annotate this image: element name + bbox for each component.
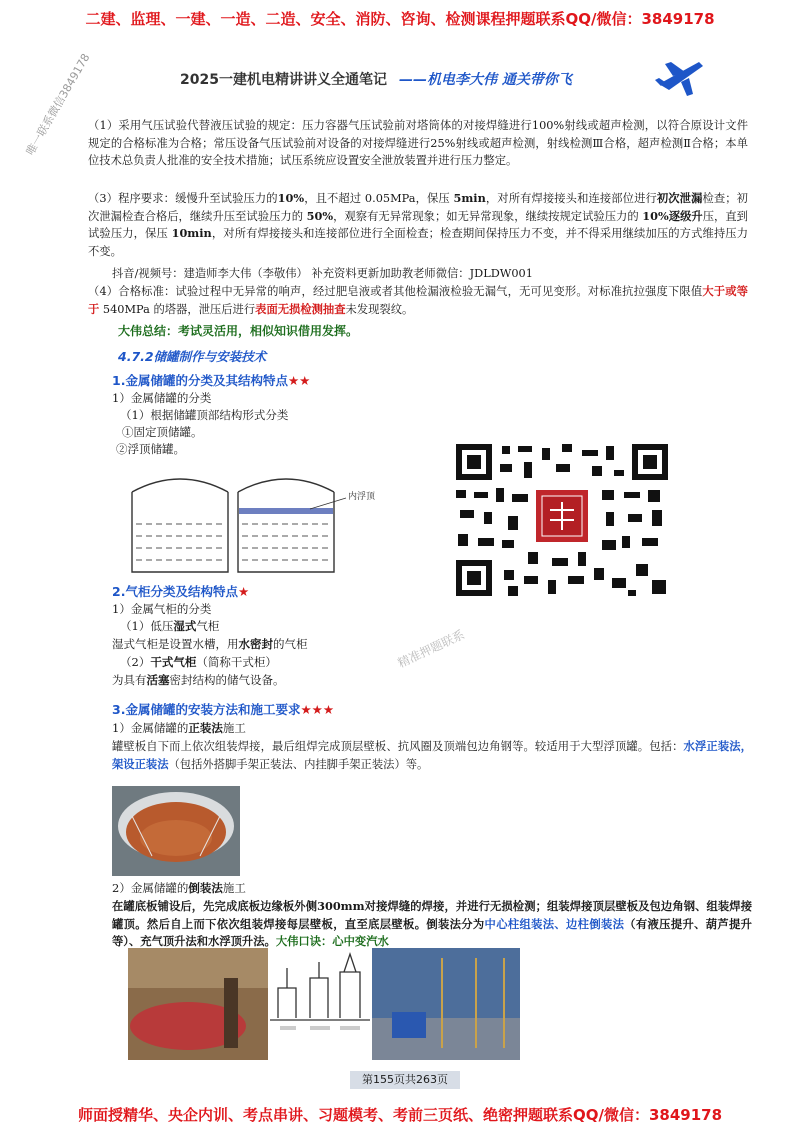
airplane-icon	[655, 54, 705, 98]
page-indicator: 第155页共263页	[350, 1071, 460, 1089]
page-header	[180, 64, 640, 94]
summary-line: 大伟总结：考试灵活用，相似知识借用发挥。	[118, 324, 359, 338]
method-diagram	[270, 948, 370, 1060]
fixed-roof-tank	[132, 479, 228, 572]
section-2-line-2: （1）低压湿式气柜	[120, 619, 220, 633]
paragraph-4: （4）合格标准：试验过程中无异常的响声，经过肥皂液或者其他检漏液检验无漏气，无可见变形。对标准抗拉强度下限值大于或等于 540MPa 的塔器，泄压后进行表面无损检测抽查未发现裂纹。	[88, 284, 748, 316]
subsection-title: 4.7.2储罐制作与安装技术	[118, 349, 267, 364]
section-2-line-4: （2）干式气柜（简称干式柜）	[120, 655, 277, 669]
section-1-line-3: ①固定顶储罐。	[122, 425, 203, 439]
tank-diagram	[120, 468, 400, 578]
tank-interior-photo	[112, 786, 240, 876]
section-1-line-1: 1）金属储罐的分类	[112, 391, 212, 405]
header-slogan: ——机电李大伟 通关带你飞	[398, 72, 572, 88]
top-banner: 二建、监理、一建、一造、二造、安全、消防、咨询、检测课程押题联系QQ/微信：3849178	[85, 10, 715, 28]
paragraph-1: （1）采用气压试验代替液压试验的规定：压力容器气压试验前对塔筒体的对接焊缝进行100%射线或超声检测，以符合原设计文件规定的合格标准为合格；常压设备气压试验前对设备的对接焊缝进行25%射线或超声检测，射线检测Ⅲ合格，超声检测Ⅱ合格；本单位技术总负责人批准的安全技术措施；试压系统应设置安全泄放装置并进行压力整定。	[88, 119, 748, 167]
hydraulic-lift-photo	[372, 948, 520, 1060]
contact-line: 抖音/视频号：建造师李大伟（李敬伟） 补充资料更新加助教老师微信：JDLDW001	[112, 267, 533, 280]
section-2-title: 2.气柜分类及结构特点★	[112, 584, 250, 599]
side-watermark: 唯一联系微信3849178	[23, 51, 93, 158]
center-watermark: 精准押题联系	[395, 627, 467, 671]
section-2-line-5: 为具有活塞密封结构的储气设备。	[112, 673, 285, 687]
section-2-line-1: 1）金属气柜的分类	[112, 602, 212, 616]
section-2-line-3: 湿式气柜是设置水槽，用水密封的气柜	[112, 637, 308, 651]
paragraph-2: （3）程序要求：缓慢升至试验压力的10%，且不超过 0.05MPa，保压 5min，对所有焊接接头和连接部位进行初次泄漏检查；初次泄漏检查合格后，继续升压至试验压力的 50%，观察有无异常现象；如无异常现象，继续按规定试验压力的 10%逐级升压，直到试验压力，保压 10min，对所有焊接接头和连接部位进行全面检查；检查期间保持压力不变，并不得采用继续加压的方式维持压力不变。	[88, 191, 748, 258]
section-3-paragraph-1: 罐壁板自下而上依次组装焊接，最后组焊完成顶层壁板、抗风圈及顶端包边角钢等。较适用于大型浮顶罐。包括：水浮正装法，架设正装法（包括外搭脚手架正装法、内挂脚手架正装法）等。	[112, 739, 752, 771]
inner-floating-roof-label: 内浮顶	[348, 492, 376, 502]
section-3-line-1: 1）金属储罐的正装法施工	[112, 721, 246, 735]
bottom-banner: 师面授精华、央企内训、考点串讲、习题模考、考前三页纸、绝密押题联系QQ/微信：3849178	[77, 1106, 723, 1124]
section-1-line-4: ②浮顶储罐。	[116, 442, 185, 456]
section-1-title: 1.金属储罐的分类及其结构特点★★	[112, 373, 311, 388]
header-title: 2025一建机电精讲讲义全通笔记	[180, 72, 387, 88]
section-1-line-2: （1）根据储罐顶部结构形式分类	[120, 408, 289, 422]
qr-code	[452, 440, 670, 600]
section-3-paragraph-2: 在罐底板铺设后，先完成底板边缘板外侧300mm对接焊缝的焊接，并进行无损检测；组装焊接顶层壁板及包边角钢、组装焊接罐顶。然后自上而下依次组装焊接每层壁板，直至底层壁板。倒装法分为中心柱组装法、边柱倒装法（有液压提升、葫芦提升等）、充气顶升法和水浮顶升法。大伟口诀：心中变汽水	[112, 899, 752, 948]
floating-roof-tank	[238, 479, 346, 572]
section-3-title: 3.金属储罐的安装方法和施工要求★★★	[112, 702, 335, 717]
section-3-line-3: 2）金属储罐的倒装法施工	[112, 881, 246, 895]
inverted-install-photo	[128, 948, 268, 1060]
